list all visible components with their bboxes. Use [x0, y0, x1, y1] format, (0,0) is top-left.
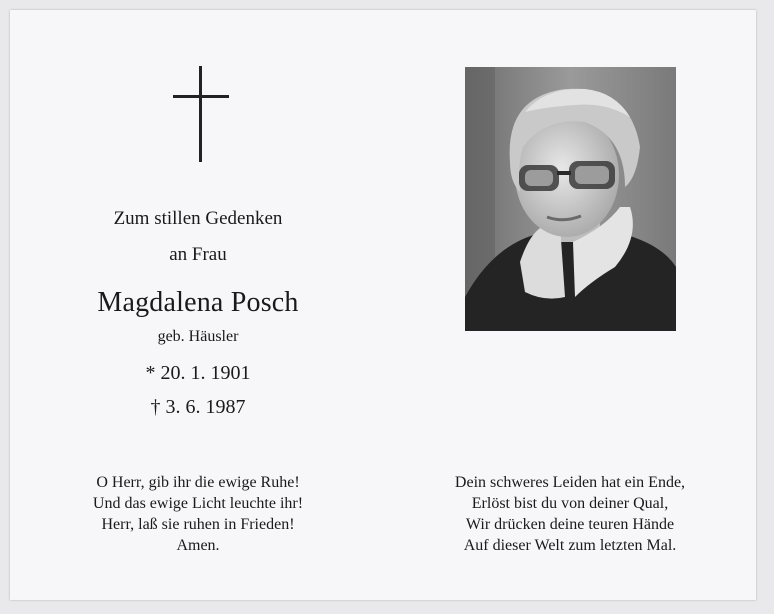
cross-icon	[173, 66, 229, 162]
poem-line: Wir drücken deine teuren Hände	[465, 516, 675, 533]
prayer-line: Und das ewige Licht leuchte ihr!	[92, 495, 304, 512]
poem-verse	[420, 472, 720, 556]
birth-date: * 20. 1. 1901	[145, 362, 251, 384]
prayer-verse	[64, 472, 332, 556]
prayer-line: Herr, laß sie ruhen in Frieden!	[101, 516, 295, 533]
poem-line: Dein schweres Leiden hat ein Ende,	[454, 474, 686, 491]
deceased-name: Magdalena Posch	[97, 287, 299, 318]
memorial-heading: Zum stillen Gedenken	[113, 208, 283, 229]
poem-line: Auf dieser Welt zum letzten Mal.	[463, 537, 677, 554]
portrait-photo	[465, 67, 676, 331]
memorial-card	[10, 10, 756, 600]
poem-line: Erlöst bist du von deiner Qual,	[471, 495, 669, 512]
maiden-name: geb. Häusler	[157, 328, 239, 345]
prayer-line: Amen.	[176, 537, 220, 554]
prayer-line: O Herr, gib ihr die ewige Ruhe!	[96, 474, 300, 491]
death-date: † 3. 6. 1987	[150, 396, 246, 418]
salutation: an Frau	[169, 244, 227, 265]
